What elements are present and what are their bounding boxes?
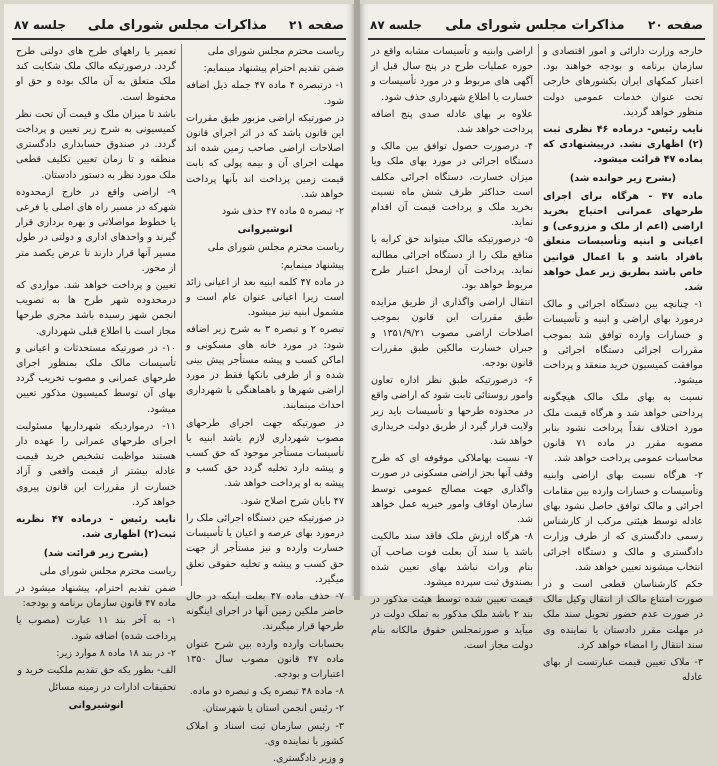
- paragraph: انتقال اراضی واگذاری از طریق مزایده طبق مقررات این قانون بموجب اصلاحات اراضی مصوب ۱۳۵۱/۹/۲۱ و جبران خسارت مالکین طبق مقررات قانون بودجه.: [371, 297, 533, 370]
- paragraph: در صورتیکه جهت اجرای طرحهای مصوب شهرداری لازم باشد ابنیه یا تأسیسات مستأجر موجود که حق کسب و پیشه دارد تخلیه گردد حق کسب و پیشه به او پرداخت خواهد شد.: [186, 417, 344, 490]
- section-heading: (بشرح زیر قرائت شد): [43, 547, 149, 559]
- paragraph: الف- بطور یکه حق تقدیم ملکیت خرید و: [17, 664, 176, 676]
- right-page-number: صفحه ۲۰: [648, 18, 703, 32]
- paragraph: ۸- هرگاه ارزش ملک فاقد سند مالکیت باشد یا سند آن بعلت فوت صاحب آن بنام وراث نباشد بهای تعیین شده بصندوق ثبت سپرده میشود.: [371, 531, 533, 588]
- section-heading: انوشیروانی: [68, 700, 124, 712]
- left-header-rule: [12, 38, 346, 40]
- paragraph: ۵- درصورتیکه مالک میتواند حق کرایه یا منافع ملک را از دستگاه اجرائی مطالبه نماید. پرداخت آن ازمحل اعتبار طرح مربوط خواهد بود.: [371, 234, 533, 292]
- paragraph: ۸- ماده ۴۸ تبصره یک و تبصره دو ماده.: [189, 686, 344, 698]
- left-page-session: جلسه ۸۷: [14, 18, 66, 32]
- paragraph: ۱- درتبصره ۴ ماده ۴۷ جمله ذیل اضافه شود.: [186, 80, 344, 107]
- paragraph: ۱۱- درمواردیکه شهرداریها مسئولیت اجرای طرحهای عمرانی را عهده دار هستند مواظبت تشخیص خرید قیمت عادله بیشتر از قیمت واقعی و آزاد خسارت از مقررات این قانون پیروی خواهد کرد.: [16, 420, 176, 508]
- right-page-header: [370, 12, 703, 38]
- section-heading: (بشرح زیر خوانده شد): [569, 172, 677, 184]
- section-heading: انوشیروانی: [237, 224, 293, 236]
- paragraph: حکم کارشناسان قطعی است و در صورت امتناع مالک از انتقال وکیل مالک در صورت عدم حضور تحویل سند ملک در مهلت مقرر دادستان یا نماینده وی سند انتقال را امضاء خواهد کرد.: [543, 578, 703, 651]
- paragraph: علاوه بر بهای عادله صدی پنج اضافه پرداخت خواهد شد.: [371, 108, 533, 136]
- right-page-column-right: [543, 44, 703, 684]
- right-header-rule: [368, 38, 705, 40]
- paragraph: تعیین و پرداخت خواهد شد. مواردی که درمحدوده شهر طرح ها به تصویب انجمن شهر رسیده باشد مجری طرحها مجاز است با اطلاع قبلی شهرداری.: [16, 280, 176, 337]
- paragraph: نایب رئیس- درماده ۴۶ نظری ثبت (۲) اظهاری نشد. درپیشنهادی که بماده ۴۷ قرائت میشود.: [543, 124, 703, 166]
- paragraph: ۲- در بند ۱۸ ماده ۸ موارد زیر:: [56, 647, 176, 659]
- paragraph: ضمن تقدیم احترام پیشنهاد مینمایم:: [203, 63, 344, 75]
- paragraph: ۲- هرگاه نسبت بهای اراضی وابنیه وتأسیسات و خسارات وارده بین مقامات اجرائی و مالک توافق حاصل نشود بهای عادله توسط هیئتی مرکب از کارشناس رسمی دادگستری که از طرف وزارت دادگستری و مالک و دستگاه اجرائی انتخاب میشوند تعیین خواهد شد.: [543, 470, 703, 573]
- right-page: [360, 4, 713, 684]
- left-page-title: مذاکرات مجلس شورای ملی: [87, 17, 268, 33]
- left-page-column-left: [16, 44, 177, 712]
- paragraph: ۴- درصورت حصول توافق بین مالک و دستگاه اجرائی در مورد بهای ملک ویا میزان خسارت، دستگاه اجرائی مکلف است حداکثر ظرف شش ماه نسبت بخرید ملک و پرداخت قیمت آن اقدام نماید.: [371, 141, 533, 229]
- paragraph: ۴۷ بایان شرح اصلاح شود.: [240, 495, 344, 507]
- paragraph: در صورتیکه حین دستگاه اجرائی ملک را درمورد بهای عرصه و اعیان یا تأسیسات خسارت وارده و نیز مستأجر از جهت حق کسب و پیشه و تخلیه حقوقی تعلق میگیرد.: [186, 512, 344, 585]
- paragraph: پیشنهاد مینمایم:: [280, 259, 344, 271]
- right-column-divider: [538, 44, 539, 586]
- paragraph: ۹- اراضی واقع در خارج ازمحدوده شهرکه در مسیر راه های اصلی یا فرعی یا خطوط مواصلاتی و بهره برداری قرار گیرند و واحدهای اداری و دولتی در طول مسیر آنها قرار دارند تا عرض یکصد متر از محور.: [16, 186, 176, 274]
- paragraph: ۶- درصورتیکه طبق نظر اداره تعاون وامور روستائی ثابت شود که اراضی واقع در محدوده طرحها و تأسیسات باید زیر ولایت قرار گیرد از طریق دولت خریداری خواهد شد.: [371, 375, 533, 448]
- paragraph: ۲- تبصره ۵ ماده ۴۷ حذف شود: [221, 206, 344, 218]
- paragraph: ۷- نسبت بهاملاکی موقوفه ای که طرح وقف آنها بجز اراضی مسکونی در صورت واگذاری جهت مصالح عمومی توسط سازمان اوقاف وامور خیریه عمل خواهد شد.: [371, 453, 533, 526]
- paragraph: ریاست محترم مجلس شورای ملی: [207, 242, 344, 254]
- paragraph: تحقیقات ادارات در زمینه مسائل: [48, 682, 176, 694]
- paragraph: خارجه وزارت دارائی و امور اقتصادی و سازمان برنامه و بودجه خواهند بود. اعتبار کمکهای ایران بکشورهای خارجی تحت عنوان خدمات عمومی دولت منظور خواهد گردید.: [543, 46, 703, 118]
- paragraph: در ماده ۴۷ کلمه ابنیه بعد از اعیانی زائد است زیرا اعیانی عنوان عام است و مشمول ابنیه نیز میشود.: [186, 276, 344, 319]
- paragraph: ۳- رئیس سازمان ثبت اسناد و املاک کشور یا نماینده وی.: [186, 720, 344, 747]
- paragraph: ریاست محترم مجلس شورای ملی: [39, 565, 176, 577]
- paragraph: در صورتیکه اراضی مزبور طبق مقررات این قانون باشد که در اثر اجرای قانون اصلاحات اراضی صاحب زمین شده اند مهلت اجرای آن و بیمه پولی که بابت قیمت زمین پرداخت اند بآنها پرداخت خواهد شد.: [186, 112, 344, 200]
- left-column-divider: [181, 44, 182, 586]
- paragraph: بحسابات وارده وارده بین شرح عنوان ماده ۴۷ قانون مصوب سال ۱۳۵۰ اعتبارات و بودجه.: [186, 638, 344, 680]
- paragraph: ۱- به آخر بند ۱۱ عبارت (مصوب یا پرداخت شده) اضافه شود.: [16, 615, 177, 642]
- left-page: [4, 4, 354, 764]
- paragraph: اراضی وابنیه و تأسیسات مشابه واقع در حوزه عملیات طرح در پنج سال قبل از آگهی های مربوط و در مورد تأسیسات و خسارت یا اطلاع شهرداری حذف شود.: [371, 46, 533, 103]
- left-page-number: صفحه ۲۱: [289, 18, 344, 32]
- paragraph: نایب رئیس - درماده ۴۷ نظریه ثبت(۲) اظهاری شد.: [16, 514, 176, 541]
- paragraph: ۱- چنانچه بین دستگاه اجرائی و مالک درمورد بهای اراضی و ابنیه و تأسیسات و خسارات وارده توافق شد بموجب مقررات اجرائی دستگاه اجرائی و موافقت کمیسیون خرید منعقد و پرداخت میشود.: [543, 299, 703, 387]
- paragraph: نسبت به بهای ملک مالک هیچگونه پرداختی خواهد شد و هرگاه قیمت ملک مورد اختلاف نقداً پرداخت نشود بنابر مصوبه مقرر در ماده ۷۱ قانون محاسبات عمومی پرداخت خواهد شد.: [543, 392, 703, 465]
- paragraph: ۱۰- در صورتیکه مستحدثات و اعیانی و تأسیسات مالک ملک بمنظور اجرای طرحهای عمرانی و مصوب تخریب گردد بهای آن توسط کمیسیون مذکور تعیین میشود.: [16, 342, 176, 415]
- paragraph: ریاست محترم مجلس شورای ملی: [207, 46, 344, 57]
- paragraph: قیمت تعیین شده توسط هیئت مذکور در بند ۲ باشد ملک مذکور به تملک دولت در میآید و صورتمجلس حقوق مالکانه بنام دولت مجاز است.: [371, 594, 533, 651]
- paragraph: ۳- ملاک تعیین قیمت عبارتست از بهای عادله: [543, 656, 703, 684]
- right-page-column-left: [371, 44, 533, 651]
- left-page-column-right: [186, 44, 344, 764]
- paragraph: تبصره ۲ و تبصره ۳ به شرح زیر اضافه شود: در مورد خانه های مسکونی و اماکن کسب و پیشه مستأجر پیش بینی شده و از طرفی بانکها فقط در مورد اراضی شهرها و باهماهنگی با شهرداری احداث مینمایند.: [186, 324, 344, 412]
- paragraph: تعمیر یا راههای طرح های دولتی طرح گردد. درصورتیکه مالک ملک شکایت کند ملک متعلق به آن مالک بوده و حق او محفوظ است.: [16, 46, 176, 103]
- paragraph: باشد تا میزان ملک و قیمت آن تحت نظر کمیسیونی به شرح زیر تعیین و پرداخت گردد. در صندوق حسابداری دادگستری منطقه و تا زمان تعیین تکلیف قطعی ملک مورد نظر به دستور دادستان.: [16, 108, 176, 181]
- left-page-header: [14, 12, 344, 38]
- paragraph: و وزیر دادگستری.: [272, 752, 344, 764]
- paragraph: ۷- حذف ماده ۴۷ بعلت اینکه در حال حاضر ملکین زمین آنها در اجرای اینگونه طرحها قرار میگیرند.: [186, 590, 344, 633]
- paragraph: ماده ۴۷ - هرگاه برای اجرای طرحهای عمرانی احتیاج بخرید اراضی (اعم از ملک و مزروعی) و اعیانی و ابنیه وتأسیسات متعلق بافراد باشد و با اعمال قوانین خاص باشد بطریق زیر عمل خواهد شد.: [543, 190, 703, 294]
- right-page-title: مذاکرات مجلس شورای ملی: [445, 17, 625, 33]
- right-page-session: جلسه ۸۷: [370, 18, 422, 32]
- paragraph: ۲- رئیس انجمن استان یا شهرستان.: [202, 703, 344, 715]
- paragraph: ضمن تقدیم احترام، پیشنهاد میشود در ماده ۴۷ قانون سازمان برنامه و بودجه:: [16, 582, 176, 610]
